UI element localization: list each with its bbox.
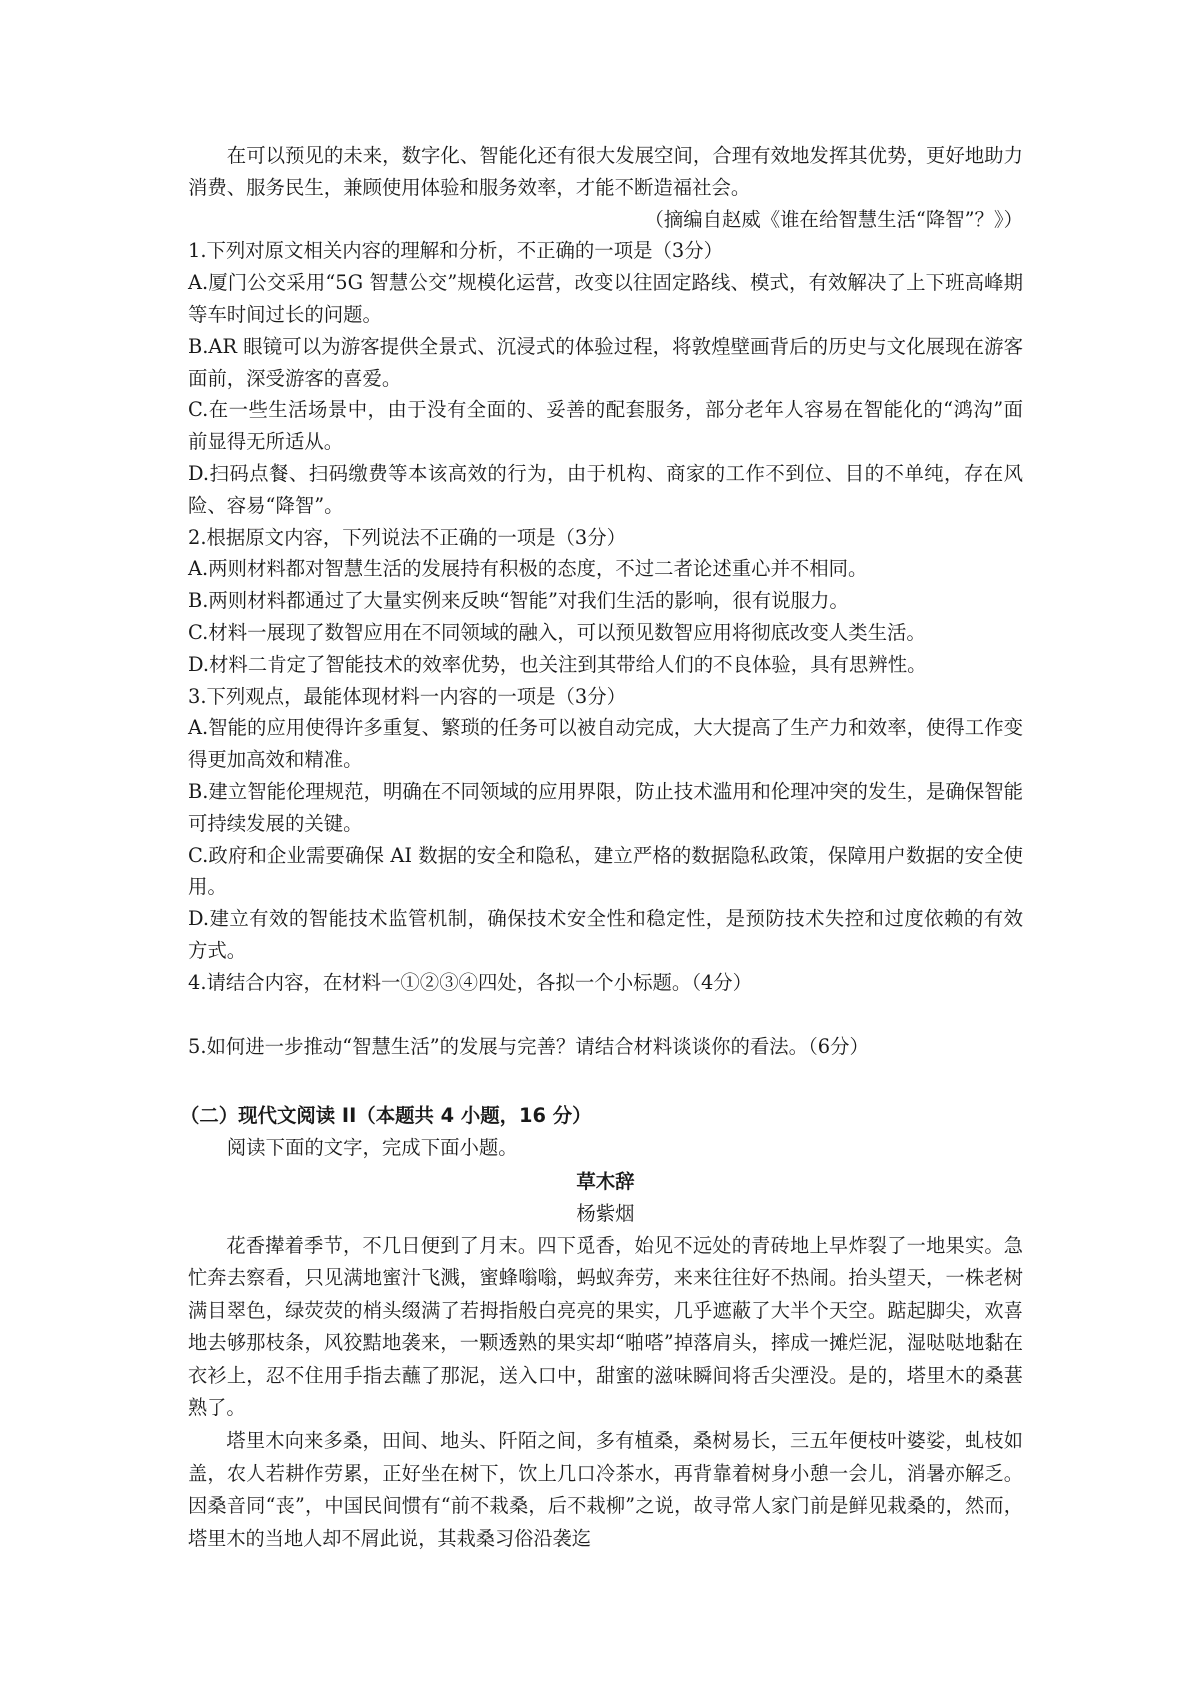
reading-instruction: 阅读下面的文字，完成下面小题。 xyxy=(226,1136,518,1160)
essay-paragraph: 塔里木向来多桑，田间、地头、阡陌之间，多有植桑，桑树易长，三五年便枝叶婆娑，虬枝如盖，农人若耕作劳累，正好坐在树下，饮上几口冷茶水，再背靠着树身小憩一会儿，消暑亦解乏。因桑音同“丧”，中国民间惯有“前不栽桑，后不栽柳”之说，故寻常人家门前是鲜见栽桑的，然而，塔里木的当地人却不屑此说，其栽桑习俗沿袭迄 xyxy=(188,1429,1023,1550)
section-heading: （二）现代文阅读 II（本题共 4 小题，16 分） xyxy=(180,1104,592,1128)
question-stem: 3.下列观点，最能体现材料一内容的一项是（3分） xyxy=(188,684,627,708)
option-d: D.材料二肯定了智能技术的效率优势，也关注到其带给人们的不良体验，具有思辨性。 xyxy=(188,652,927,676)
option-c: C.在一些生活场景中，由于没有全面的、妥善的配套服务，部分老年人容易在智能化的“鸿沟”面前显得无所适从。 xyxy=(188,398,1023,454)
option-a: A.两则材料都对智慧生活的发展持有积极的态度，不过二者论述重心并不相同。 xyxy=(188,557,868,581)
question-3 xyxy=(188,681,1023,967)
question-5-stem: 5.如何进一步推动“智慧生活”的发展与完善？请结合材料谈谈你的看法。（6分） xyxy=(188,1034,869,1058)
question-4-stem: 4.请结合内容，在材料一①②③④四处，各拟一个小标题。（4分） xyxy=(188,970,753,994)
question-stem: 2.根据原文内容，下列说法不正确的一项是（3分） xyxy=(188,525,627,549)
essay-body xyxy=(188,1230,1023,1556)
option-a: A.智能的应用使得许多重复、繁琐的任务可以被自动完成，大大提高了生产力和效率，使得工作变得更加高效和精准。 xyxy=(188,716,1023,772)
source-note: （摘编自赵威《谁在给智慧生活“降智”？》） xyxy=(644,207,1023,231)
option-b: B.建立智能伦理规范，明确在不同领域的应用界限，防止技术滥用和伦理冲突的发生，是确保智能可持续发展的关键。 xyxy=(188,779,1023,835)
answer-space xyxy=(188,1062,1023,1094)
option-c: C.材料一展现了数智应用在不同领域的融入，可以预见数智应用将彻底改变人类生活。 xyxy=(188,620,926,644)
option-c: C.政府和企业需要确保 AI 数据的安全和隐私，建立严格的数据隐私政策，保障用户数据的安全使用。 xyxy=(188,843,1023,899)
option-b: B.两则材料都通过了大量实例来反映“智能”对我们生活的影响，很有说服力。 xyxy=(188,589,849,613)
question-1 xyxy=(188,235,1023,521)
question-2 xyxy=(188,522,1023,681)
option-b: B.AR 眼镜可以为游客提供全景式、沉浸式的体验过程，将敦煌壁画背后的历史与文化展现在游客面前，深受游客的喜爱。 xyxy=(188,334,1023,390)
essay-author: 杨紫烟 xyxy=(576,1201,635,1225)
intro-paragraph: 在可以预见的未来，数字化、智能化还有很大发展空间，合理有效地发挥其优势，更好地助力消费、服务民生，兼顾使用体验和服务效率，才能不断造福社会。 xyxy=(188,144,1023,199)
answer-space xyxy=(188,999,1023,1031)
essay-paragraph: 花香撵着季节，不几日便到了月末。四下觅香，始见不远处的青砖地上早炸裂了一地果实。急忙奔去察看，只见满地蜜汁飞溅，蜜蜂嗡嗡，蚂蚁奔劳，来来往往好不热闹。抬头望天，一株老树满目翠色，绿荧荧的梢头缀满了若拇指般白亮亮的果实，几乎遮蔽了大半个天空。踮起脚尖，欢喜地去够那枝条，风狡黠地袭来，一颗透熟的果实却“啪嗒”掉落肩头，摔成一摊烂泥，湿哒哒地黏在衣衫上，忍不住用手指去蘸了那泥，送入口中，甜蜜的滋味瞬间将舌尖湮没。是的，塔里木的桑葚熟了。 xyxy=(188,1233,1023,1420)
option-a: A.厦门公交采用“5G 智慧公交”规模化运营，改变以往固定路线、模式，有效解决了上下班高峰期等车时间过长的问题。 xyxy=(188,271,1023,326)
question-stem: 1.下列对原文相关内容的理解和分析，不正确的一项是（3分） xyxy=(188,239,723,263)
essay-title: 草木辞 xyxy=(576,1169,635,1193)
option-d: D.建立有效的智能技术监管机制，确保技术安全性和稳定性，是预防技术失控和过度依赖的有效方式。 xyxy=(188,907,1023,962)
page-content xyxy=(180,140,1023,1555)
option-d: D.扫码点餐、扫码缴费等本该高效的行为，由于机构、商家的工作不到位、目的不单纯，存在风险、容易“降智”。 xyxy=(188,461,1023,517)
